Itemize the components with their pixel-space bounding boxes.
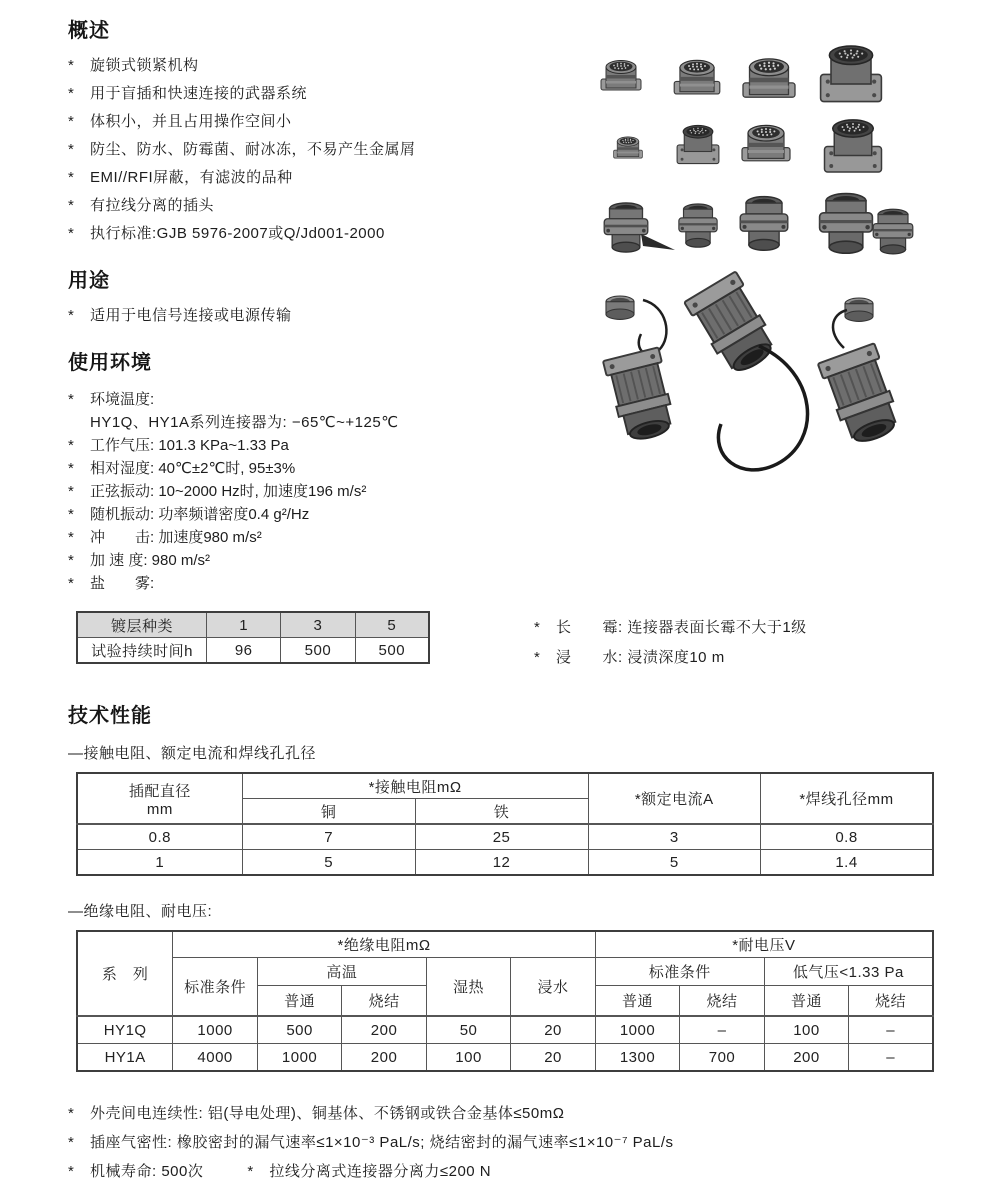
- cell: 0.8: [77, 824, 242, 850]
- env-text: 相对湿度: 40℃±2℃时, 95±3%: [90, 460, 296, 477]
- asterisk-marker: *: [68, 506, 74, 523]
- header-cell: 1: [207, 612, 281, 638]
- footer-pair-row: [68, 1162, 940, 1191]
- list-item: [68, 306, 568, 326]
- cell: HY1A: [77, 1044, 173, 1072]
- asterisk-marker: *: [68, 529, 74, 546]
- contact-resistance-table: [76, 772, 934, 876]
- header-cell-damp-heat: 湿热: [426, 958, 510, 1017]
- cell: 5: [588, 850, 760, 876]
- cell: 200: [342, 1044, 426, 1072]
- cell: –: [849, 1044, 933, 1072]
- asterisk-marker: *: [247, 1163, 254, 1180]
- asterisk-marker: *: [68, 1163, 74, 1180]
- cell: 3: [588, 824, 760, 850]
- env-text: 工作气压: 101.3 KPa~1.33 Pa: [90, 437, 289, 454]
- header-cell-standard: 标准条件: [595, 958, 764, 986]
- connectors-collage: [563, 24, 995, 482]
- performance-subtitle-contact: —接触电阻、额定电流和焊线孔孔径: [68, 745, 317, 762]
- asterisk-marker: *: [534, 649, 540, 666]
- cell: 200: [342, 1016, 426, 1044]
- env-item: [68, 457, 588, 480]
- env-temp-detail: HY1Q、HY1A系列连接器为: −65℃~+125℃: [90, 414, 399, 431]
- cell: 1.4: [760, 850, 933, 876]
- asterisk-marker: *: [68, 169, 74, 186]
- list-item: [247, 1162, 491, 1182]
- asterisk-marker: *: [68, 483, 74, 500]
- bullet-text: 防尘、防水、防霉菌、耐冰冻，不易产生金属屑: [90, 141, 416, 158]
- asterisk-marker: *: [68, 85, 74, 102]
- bullet-text: 适用于电信号连接或电源传输: [90, 307, 292, 324]
- cell: HY1Q: [77, 1016, 173, 1044]
- list-item: [68, 1133, 940, 1153]
- asterisk-marker: *: [68, 437, 74, 454]
- header-cell-ordinary: 普通: [764, 986, 848, 1017]
- cell: 700: [680, 1044, 764, 1072]
- header-cell-group-withstand: *耐电压V: [595, 931, 933, 958]
- bullet-text: 体积小，并且占用操作空间小: [90, 113, 292, 130]
- list-item: [68, 140, 568, 160]
- header-cell: 5: [355, 612, 429, 638]
- usage-title: 用途: [68, 270, 110, 292]
- asterisk-marker: *: [68, 141, 74, 158]
- cell: 100: [426, 1044, 510, 1072]
- list-item: [68, 224, 568, 244]
- asterisk-marker: *: [68, 1134, 74, 1151]
- cell: 20: [511, 1016, 595, 1044]
- env-item: [68, 503, 588, 526]
- note-text: 拉线分离式连接器分离力≤200 N: [269, 1163, 492, 1180]
- side-notes: [534, 611, 807, 673]
- list-item: [534, 643, 807, 673]
- cell: 1: [77, 850, 242, 876]
- list-item: [68, 196, 568, 216]
- performance-title: 技术性能: [68, 705, 152, 727]
- bullet-text: 执行标准:GJB 5976-2007或Q/Jd001-2000: [90, 225, 385, 242]
- cell: –: [849, 1016, 933, 1044]
- env-text: 加 速 度: 980 m/s²: [90, 552, 211, 569]
- cell: 200: [764, 1044, 848, 1072]
- environment-title: 使用环境: [68, 352, 152, 374]
- list-item: [68, 112, 568, 132]
- header-cell-wire-hole: *焊线孔径mm: [760, 773, 933, 824]
- cell: –: [680, 1016, 764, 1044]
- performance-subtitle-insulation: —绝缘电阻、耐电压:: [68, 903, 213, 920]
- env-text: 随机振动: 功率频谱密度0.4 g²/Hz: [90, 506, 310, 523]
- header-cell-low-pressure: 低气压<1.33 Pa: [764, 958, 933, 986]
- cell: 1000: [257, 1044, 341, 1072]
- list-item: [68, 168, 568, 188]
- cell: 50: [426, 1016, 510, 1044]
- env-text: 冲 击: 加速度980 m/s²: [90, 529, 262, 546]
- insulation-withstand-table: [76, 930, 934, 1072]
- bullet-text: 旋锁式锁紧机构: [90, 57, 199, 74]
- list-item: [68, 1104, 940, 1124]
- header-cell-ordinary: 普通: [595, 986, 679, 1017]
- plating-and-notes-row: [76, 611, 940, 673]
- cell: 500: [355, 638, 429, 664]
- cell: 0.8: [760, 824, 933, 850]
- header-cell-ordinary: 普通: [257, 986, 341, 1017]
- cell: 20: [511, 1044, 595, 1072]
- env-item: [68, 434, 588, 457]
- footer-notes: [68, 1104, 940, 1191]
- header-line: mm: [146, 800, 173, 818]
- note-text: 外壳间电连续性: 铝(导电处理)、铜基体、不锈钢或铁合金基体≤50mΩ: [90, 1105, 565, 1122]
- header-cell-group-insulation: *绝缘电阻mΩ: [173, 931, 595, 958]
- asterisk-marker: *: [68, 391, 74, 408]
- note-text: 机械寿命: 500次: [90, 1163, 204, 1180]
- env-text: 正弦振动: 10~2000 Hz时, 加速度196 m/s²: [90, 483, 367, 500]
- note-text: 浸 水: 浸渍深度10 m: [556, 649, 725, 666]
- cell: 100: [764, 1016, 848, 1044]
- env-item: [68, 526, 588, 549]
- header-cell-standard: 标准条件: [173, 958, 257, 1017]
- cell: 1000: [173, 1016, 257, 1044]
- header-cell-sintered: 烧结: [342, 986, 426, 1017]
- asterisk-marker: *: [68, 113, 74, 130]
- header-cell-diameter: [77, 773, 242, 824]
- asterisk-marker: *: [68, 575, 74, 592]
- asterisk-marker: *: [68, 1105, 74, 1122]
- product-photo: [563, 24, 995, 482]
- cell: 500: [281, 638, 355, 664]
- overview-title: 概述: [68, 20, 110, 42]
- list-item: [534, 613, 807, 643]
- asterisk-marker: *: [68, 57, 74, 74]
- cell: 4000: [173, 1044, 257, 1072]
- cell: 5: [242, 850, 415, 876]
- asterisk-marker: *: [68, 460, 74, 477]
- cell: 12: [415, 850, 588, 876]
- bullet-text: 用于盲插和快速连接的武器系统: [90, 85, 308, 102]
- section-performance: [68, 699, 940, 1072]
- header-cell-copper: 铜: [242, 799, 415, 825]
- asterisk-marker: *: [68, 552, 74, 569]
- asterisk-marker: *: [68, 197, 74, 214]
- spacer: [217, 1162, 247, 1191]
- list-item: [68, 1162, 203, 1182]
- header-cell: 镀层种类: [77, 612, 207, 638]
- cell: 7: [242, 824, 415, 850]
- list-item: [68, 56, 568, 76]
- plating-test-table: [76, 611, 430, 664]
- header-cell-series: 系 列: [77, 931, 173, 1016]
- cell: 1300: [595, 1044, 679, 1072]
- env-item: [68, 480, 588, 503]
- env-item: [68, 572, 588, 595]
- header-cell-rated-current: *额定电流A: [588, 773, 760, 824]
- header-cell-iron: 铁: [415, 799, 588, 825]
- header-cell-group: *接触电阻mΩ: [242, 773, 588, 799]
- header-cell: 3: [281, 612, 355, 638]
- bullet-text: EMI//RFI屏蔽，有滤波的品种: [90, 169, 293, 186]
- header-cell-high-temp: 高温: [257, 958, 426, 986]
- cell: 1000: [595, 1016, 679, 1044]
- cell: 25: [415, 824, 588, 850]
- note-text: 长 霉: 连接器表面长霉不大于1级: [556, 619, 807, 636]
- env-item: [68, 549, 588, 572]
- list-item: [68, 84, 568, 104]
- header-line: 插配直径: [128, 782, 191, 800]
- cell: 试验持续时间h: [77, 638, 207, 664]
- cell: 500: [257, 1016, 341, 1044]
- asterisk-marker: *: [68, 307, 74, 324]
- note-text: 插座气密性: 橡胶密封的漏气速率≤1×10⁻³ PaL/s; 烧结密封的漏气速率≤1×10⁻⁷ PaL/s: [90, 1134, 674, 1151]
- asterisk-marker: *: [534, 619, 540, 636]
- cell: 96: [207, 638, 281, 664]
- asterisk-marker: *: [68, 225, 74, 242]
- env-text: 环境温度:: [90, 391, 155, 408]
- env-text: 盐 雾:: [90, 575, 155, 592]
- env-item: [68, 388, 588, 411]
- header-cell-sintered: 烧结: [680, 986, 764, 1017]
- bullet-text: 有拉线分离的插头: [90, 197, 215, 214]
- header-cell-sintered: 烧结: [849, 986, 933, 1017]
- header-cell-immersion: 浸水: [511, 958, 595, 1017]
